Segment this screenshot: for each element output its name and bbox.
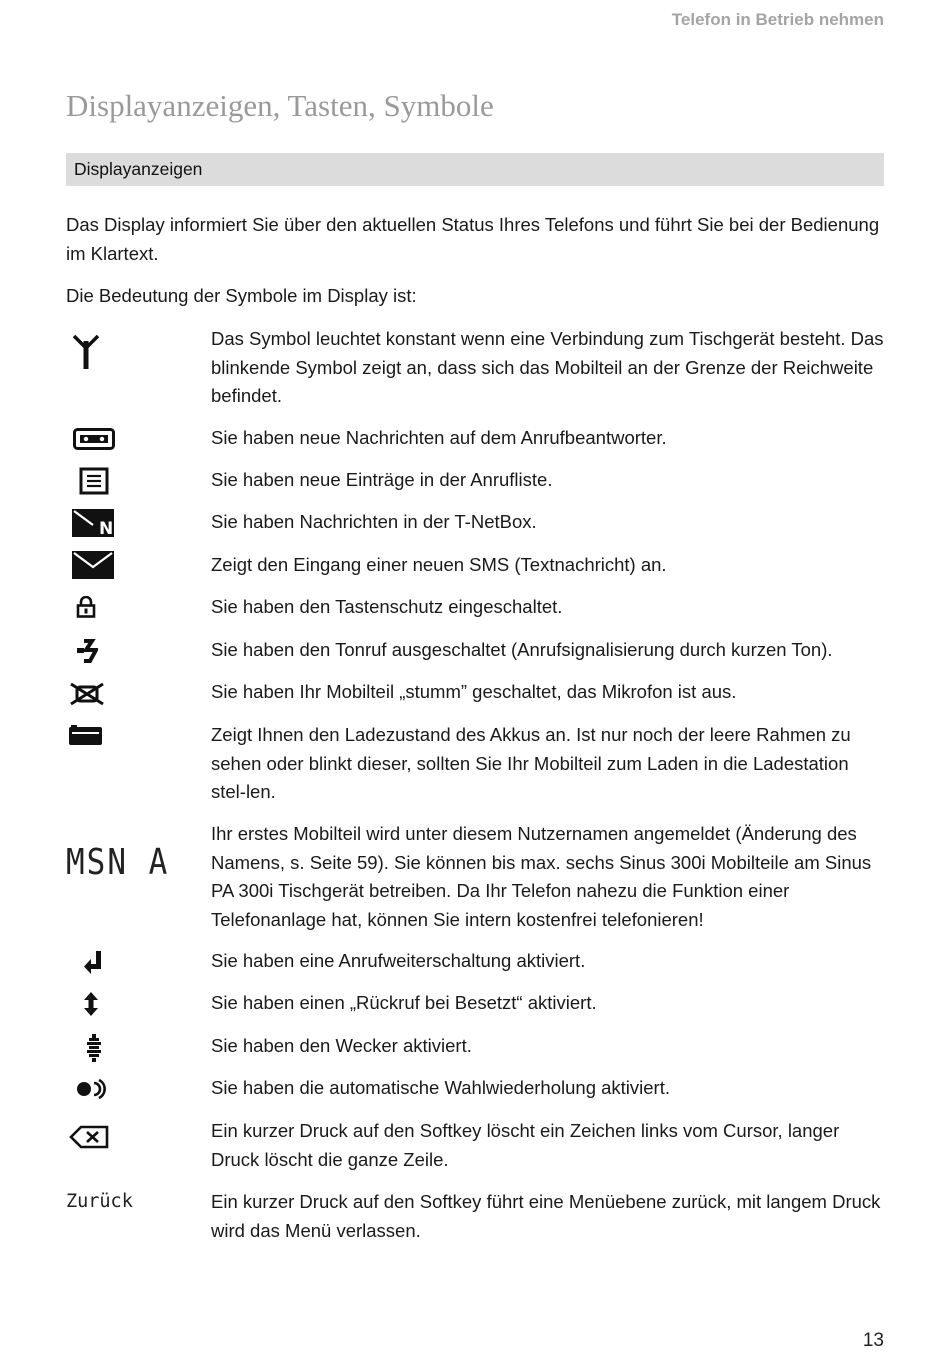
page-number: 13 xyxy=(862,1330,884,1351)
callback-busy-icon xyxy=(83,991,99,1017)
svg-text:N: N xyxy=(99,519,114,537)
display-username: MSN A xyxy=(66,842,170,884)
answering-machine-icon xyxy=(73,428,115,450)
symbol-description: Das Symbol leuchtet konstant wenn eine Verbindung zum Tischgerät besteht. Das blinkende Symbol zeigt an, dass sich das Mobilteil an der Grenze der Reichweite befindet. xyxy=(211,328,884,406)
symbol-description: Sie haben den Wecker aktiviert. xyxy=(211,1035,472,1056)
symbol-description: Sie haben den Tonruf ausgeschaltet (Anrufsignalisierung durch kurzen Ton). xyxy=(211,639,833,660)
symbol-description: Sie haben die automatische Wahlwiederholung aktiviert. xyxy=(211,1077,670,1098)
back-softkey-label: Zurück xyxy=(66,1191,133,1212)
page-title: Displayanzeigen, Tasten, Symbole xyxy=(66,88,494,123)
running-header: Telefon in Betrieb nehmen xyxy=(671,10,884,29)
symbol-description: Zeigt den Eingang einer neuen SMS (Textnachricht) an. xyxy=(211,554,667,575)
backspace-icon xyxy=(69,1125,109,1149)
symbol-description: Zeigt Ihnen den Ladezustand des Akkus an. Ist nur noch der leere Rahmen zu sehen oder blinkt dieser, sollten Sie Ihr Mobilteil zum Laden in die Ladestation stel-len. xyxy=(211,724,851,802)
section-heading-bar: Displayanzeigen xyxy=(66,153,884,186)
symbol-description: Sie haben neue Einträge in der Anrufliste. xyxy=(211,469,553,490)
battery-icon xyxy=(69,725,103,747)
antenna-icon xyxy=(71,333,101,371)
intro-lead-in: Die Bedeutung der Symbole im Display ist: xyxy=(66,285,417,306)
auto-redial-icon xyxy=(76,1078,106,1100)
symbol-description: Sie haben Ihr Mobilteil „stumm” geschaltet, das Mikrofon ist aus. xyxy=(211,681,737,702)
sms-envelope-icon xyxy=(72,551,114,579)
symbol-description: Sie haben einen „Rückruf bei Besetzt“ aktiviert. xyxy=(211,992,597,1013)
symbol-description: Ihr erstes Mobilteil wird unter diesem Nutzernamen angemeldet (Änderung des Namens, s. Seite 59). Sie können bis max. sechs Sinus 300i Mobilteile am Sinus PA 300i Tischgerät betreiben. Da Ihr Telefon nahezu die Funktion einer Telefonanlage hat, können Sie intern kostenfrei telefonieren! xyxy=(211,823,872,930)
call-list-icon xyxy=(79,467,109,495)
alarm-clock-icon xyxy=(86,1033,102,1063)
symbol-description: Sie haben Nachrichten in der T-NetBox. xyxy=(211,511,537,532)
symbol-description: Sie haben den Tastenschutz eingeschaltet. xyxy=(211,596,563,617)
mute-icon xyxy=(68,681,106,707)
keylock-icon xyxy=(76,596,96,618)
ringer-off-icon xyxy=(76,638,98,664)
symbol-description: Sie haben eine Anrufweiterschaltung aktiviert. xyxy=(211,950,586,971)
symbol-description: Ein kurzer Druck auf den Softkey führt eine Menüebene zurück, mit langem Druck wird das Menü verlassen. xyxy=(211,1191,881,1241)
intro-paragraph: Das Display informiert Sie über den aktuellen Status Ihres Telefons und führt Sie bei der Bedienung im Klartext. xyxy=(66,214,880,264)
symbol-description: Ein kurzer Druck auf den Softkey löscht ein Zeichen links vom Cursor, langer Druck löscht die ganze Zeile. xyxy=(211,1120,840,1170)
call-forward-icon xyxy=(83,950,103,974)
netbox-icon xyxy=(72,509,114,537)
symbol-description: Sie haben neue Nachrichten auf dem Anrufbeantworter. xyxy=(211,427,667,448)
